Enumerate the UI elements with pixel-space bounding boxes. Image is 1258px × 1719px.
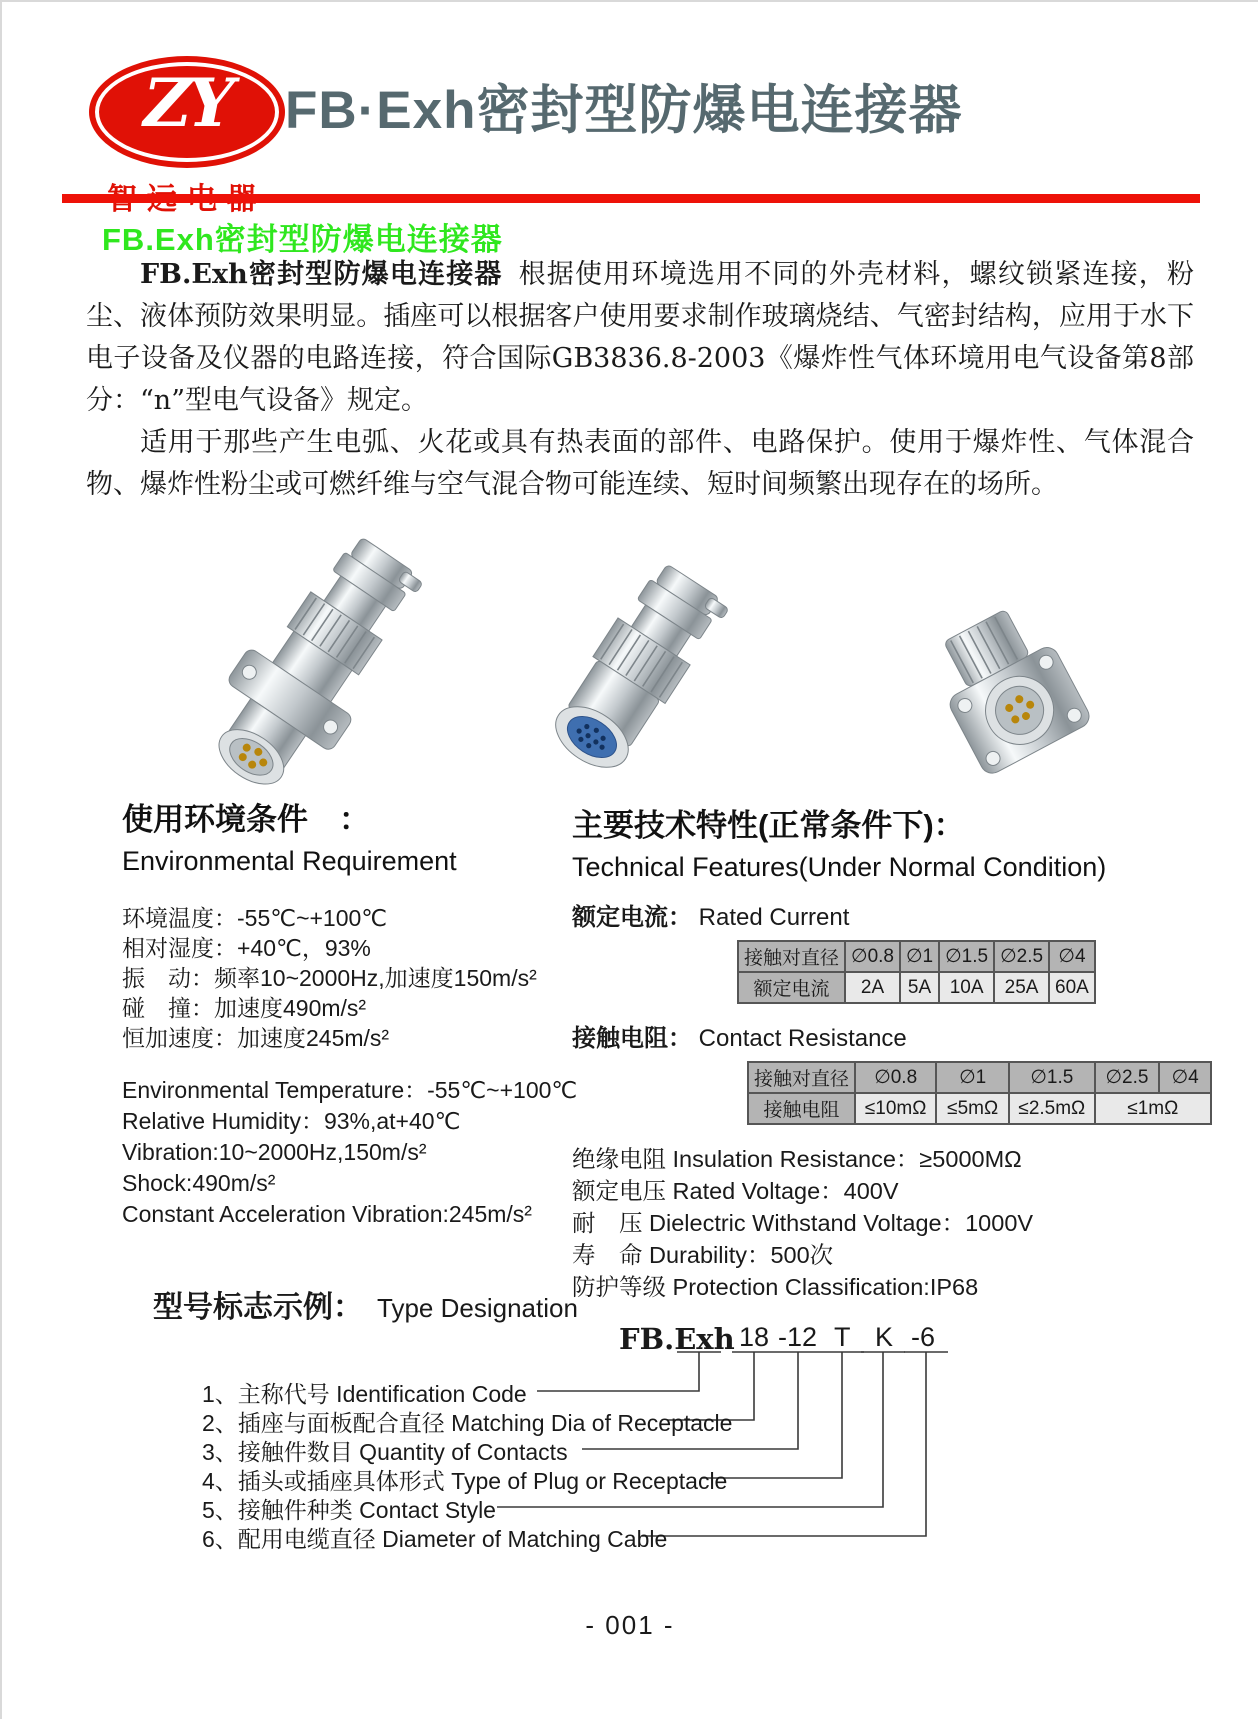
rated-current-table (737, 940, 1096, 1004)
table-cell: 10A (939, 972, 994, 1003)
table-cell: ∅1 (936, 1062, 1009, 1093)
table-cell: 接触对直径 (738, 941, 845, 972)
spec-line: 环境温度：-55℃~+100℃ (122, 905, 388, 931)
spec-line: 恒加速度：加速度245m/s² (122, 1025, 390, 1051)
contact-resistance-label-en: Contact Resistance (698, 1025, 907, 1052)
environmental-section (122, 794, 582, 1230)
table-cell: 60A (1049, 972, 1095, 1003)
table-cell: 2A (845, 972, 900, 1003)
designation-code-part-6: -6 (911, 1322, 936, 1352)
intro-paragraph-1-body: 根据使用环境选用不同的外壳材料，螺纹锁紧连接，粉尘、液体预防效果明显。插座可以根据客户使用要求制作玻璃烧结、气密封结构，应用于水下电子设备及仪器的电路连接，符合国际GB3836.8-2003《爆炸性气体环境用电气设备第8部分：“n”型电气设备》规定。 (86, 259, 1194, 416)
page-number: - 001 - (585, 1610, 675, 1640)
type-designation-section (147, 1282, 1237, 1582)
environment-title-zh: 使用环境条件 ： (122, 802, 370, 837)
table-cell: ∅0.8 (845, 941, 900, 972)
contact-resistance-table (747, 1061, 1212, 1125)
environment-title-en: Environmental Requirement (122, 846, 457, 876)
spec-line: 碰 撞：加速度490m/s² (122, 995, 367, 1021)
list-item: 5、接触件种类 Contact Style (202, 1497, 496, 1523)
designation-code-part-2: 18 (739, 1322, 770, 1352)
table-row (748, 1062, 1211, 1093)
designation-title-en: Type Designation (377, 1293, 578, 1323)
rated-current-label-zh: 额定电流： (572, 904, 692, 931)
spec-line: 相对湿度：+40℃，93% (122, 935, 371, 961)
spec-line: 振 动：频率10~2000Hz,加速度150m/s² (122, 965, 537, 991)
section-heading: FB.Exh密封型防爆电连接器 (102, 222, 503, 257)
table-cell: ∅1.5 (1009, 1062, 1095, 1093)
spec-line: Relative Humidity：93%,at+40℃ (122, 1108, 461, 1134)
table-cell: 额定电流 (738, 972, 845, 1003)
table-cell: ≤10mΩ (855, 1093, 936, 1124)
table-row (748, 1093, 1211, 1124)
rated-current-label-en: Rated Current (698, 904, 850, 931)
designation-title-zh: 型号标志示例： (153, 1291, 363, 1324)
list-item: 6、配用电缆直径 Diameter of Matching Cable (202, 1526, 668, 1552)
spec-line: 绝缘电阻 Insulation Resistance：≥5000MΩ (572, 1146, 1022, 1172)
table-cell: ∅4 (1049, 941, 1095, 972)
table-row (738, 941, 1095, 972)
spec-line: Environmental Temperature：-55℃~+100℃ (122, 1077, 578, 1103)
table-cell: 5A (900, 972, 939, 1003)
table-cell: ≤1mΩ (1095, 1093, 1211, 1124)
spec-line: 耐 压 Dielectric Withstand Voltage：1000V (572, 1210, 1034, 1236)
table-row (738, 972, 1095, 1003)
table-cell: ∅1 (900, 941, 939, 972)
environment-specs-en (122, 1075, 582, 1230)
table-cell: 接触电阻 (748, 1093, 855, 1124)
table-cell: ∅4 (1159, 1062, 1211, 1093)
list-item: 4、插头或插座具体形式 Type of Plug or Receptacle (202, 1468, 728, 1494)
technical-title-zh: 主要技术特性(正常条件下)： (572, 808, 965, 843)
header-divider (62, 194, 1200, 203)
technical-other-specs (572, 1143, 1212, 1303)
designation-code-part-4: T (834, 1322, 851, 1352)
table-cell: 接触对直径 (748, 1062, 855, 1093)
list-item: 3、接触件数目 Quantity of Contacts (202, 1439, 568, 1465)
contact-resistance-label-zh: 接触电阻： (572, 1025, 692, 1052)
designation-code-part-3: -12 (778, 1322, 818, 1352)
product-photo-plug-mated (187, 530, 442, 798)
table-cell: ≤2.5mΩ (1009, 1093, 1095, 1124)
list-item: 1、主称代号 Identification Code (202, 1381, 527, 1407)
page-title: FB·Exh密封型防爆电连接器 (285, 81, 963, 140)
environment-specs-zh (122, 903, 582, 1053)
spec-line: 防护等级 Protection Classification:IP68 (572, 1274, 979, 1300)
designation-item-list (202, 1376, 732, 1550)
table-cell: ≤5mΩ (936, 1093, 1009, 1124)
logo-initials: ZY (143, 64, 231, 142)
contact-resistance-label (572, 1018, 1212, 1053)
table-cell: ∅2.5 (994, 941, 1049, 972)
list-item: 2、插座与面板配合直径 Matching Dia of Receptacle (202, 1410, 733, 1436)
spec-line: Shock:490m/s² (122, 1170, 276, 1196)
designation-code-part-5: K (875, 1322, 894, 1352)
logo-ellipse-icon (89, 56, 285, 168)
product-photo-receptacle (917, 610, 1112, 795)
technical-title-en: Technical Features(Under Normal Condition) (572, 852, 1107, 882)
table-cell: ∅1.5 (939, 941, 994, 972)
intro-paragraph-2: 适用于那些产生电弧、火花或具有热表面的部件、电路保护。使用于爆炸性、气体混合物、爆炸性粉尘或可燃纤维与空气混合物可能连续、短时间频繁出现存在的场所。 (86, 427, 1194, 500)
technical-section (572, 800, 1212, 1303)
intro-paragraph-1 (86, 254, 1194, 422)
spec-line: Constant Acceleration Vibration:245m/s² (122, 1201, 532, 1227)
table-cell: ∅0.8 (855, 1062, 936, 1093)
designation-code-part-1: FB.Exh (619, 1322, 735, 1356)
intro-paragraph-1-lead: FB.Exh密封型防爆电连接器 (140, 259, 503, 290)
table-cell: ∅2.5 (1095, 1062, 1160, 1093)
table-cell: 25A (994, 972, 1049, 1003)
product-photo-plug-socket (497, 560, 762, 800)
rated-current-label (572, 897, 1212, 932)
intro-paragraphs (86, 254, 1194, 506)
spec-line: Vibration:10~2000Hz,150m/s² (122, 1139, 427, 1165)
spec-line: 寿 命 Durability：500次 (572, 1242, 834, 1268)
spec-line: 额定电压 Rated Voltage：400V (572, 1178, 899, 1204)
